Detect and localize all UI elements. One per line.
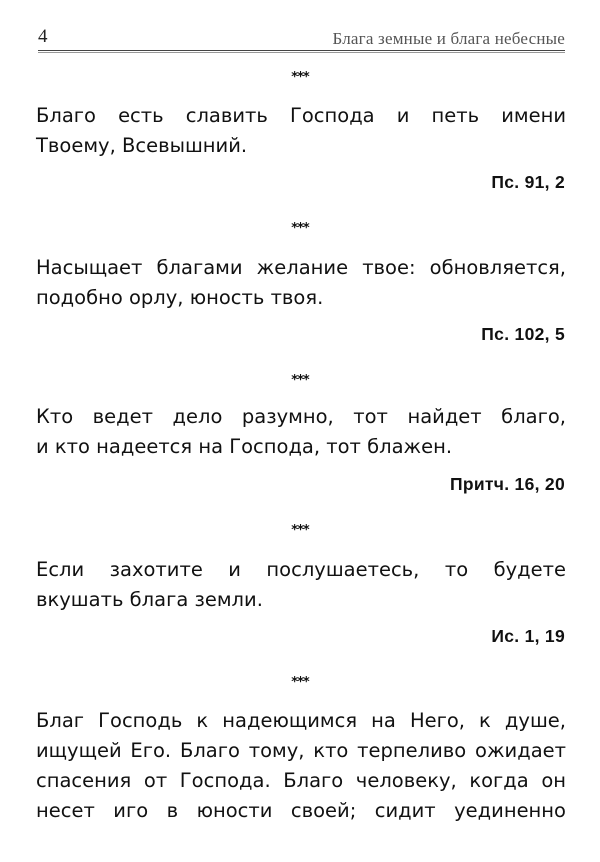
verse-line: спасения от Господа. Благо человеку, когда он <box>36 769 566 792</box>
verse-line: Благ Господь к надеющимся на Него, к душе, <box>36 709 566 732</box>
verse-line: Благо есть славить Господа и петь имени <box>36 104 566 127</box>
verse-text <box>36 402 566 462</box>
verse-text <box>36 706 566 826</box>
verse-text <box>36 253 566 313</box>
scripture-reference: Пс. 102, 5 <box>481 324 565 344</box>
scripture-reference: Пс. 91, 2 <box>491 172 565 192</box>
running-title: Блага земные и блага небесные <box>332 29 565 48</box>
section-separator: *** <box>291 523 309 538</box>
section-separator: *** <box>291 675 309 690</box>
section-separator: *** <box>291 221 309 236</box>
verse-line: и кто надеется на Господа, тот блажен. <box>36 435 453 458</box>
verse-line: Насыщает благами желание твое: обновляется, <box>36 256 566 279</box>
verse-line: ищущей Его. Благо тому, кто терпеливо ожидает <box>36 739 566 762</box>
scripture-reference: Притч. 16, 20 <box>449 474 565 494</box>
verse-line: вкушать блага земли. <box>36 588 263 611</box>
verse-line: Твоему, Всевышний. <box>36 134 248 157</box>
section-separator: *** <box>291 70 309 85</box>
page-number: 4 <box>38 26 48 47</box>
header-rule <box>38 50 565 53</box>
verse-text <box>36 101 566 161</box>
section-separator: *** <box>291 373 309 388</box>
verse-line: несет иго в юности своей; сидит уединенно <box>36 799 566 822</box>
page-header <box>38 20 565 54</box>
verse-line: подобно орлу, юность твоя. <box>36 286 324 309</box>
verse-line: Кто ведет дело разумно, тот найдет благо, <box>36 405 566 428</box>
verse-line: Если захотите и послушаетесь, то будете <box>36 558 566 581</box>
scripture-reference: Ис. 1, 19 <box>491 626 565 646</box>
verse-text <box>36 555 566 615</box>
